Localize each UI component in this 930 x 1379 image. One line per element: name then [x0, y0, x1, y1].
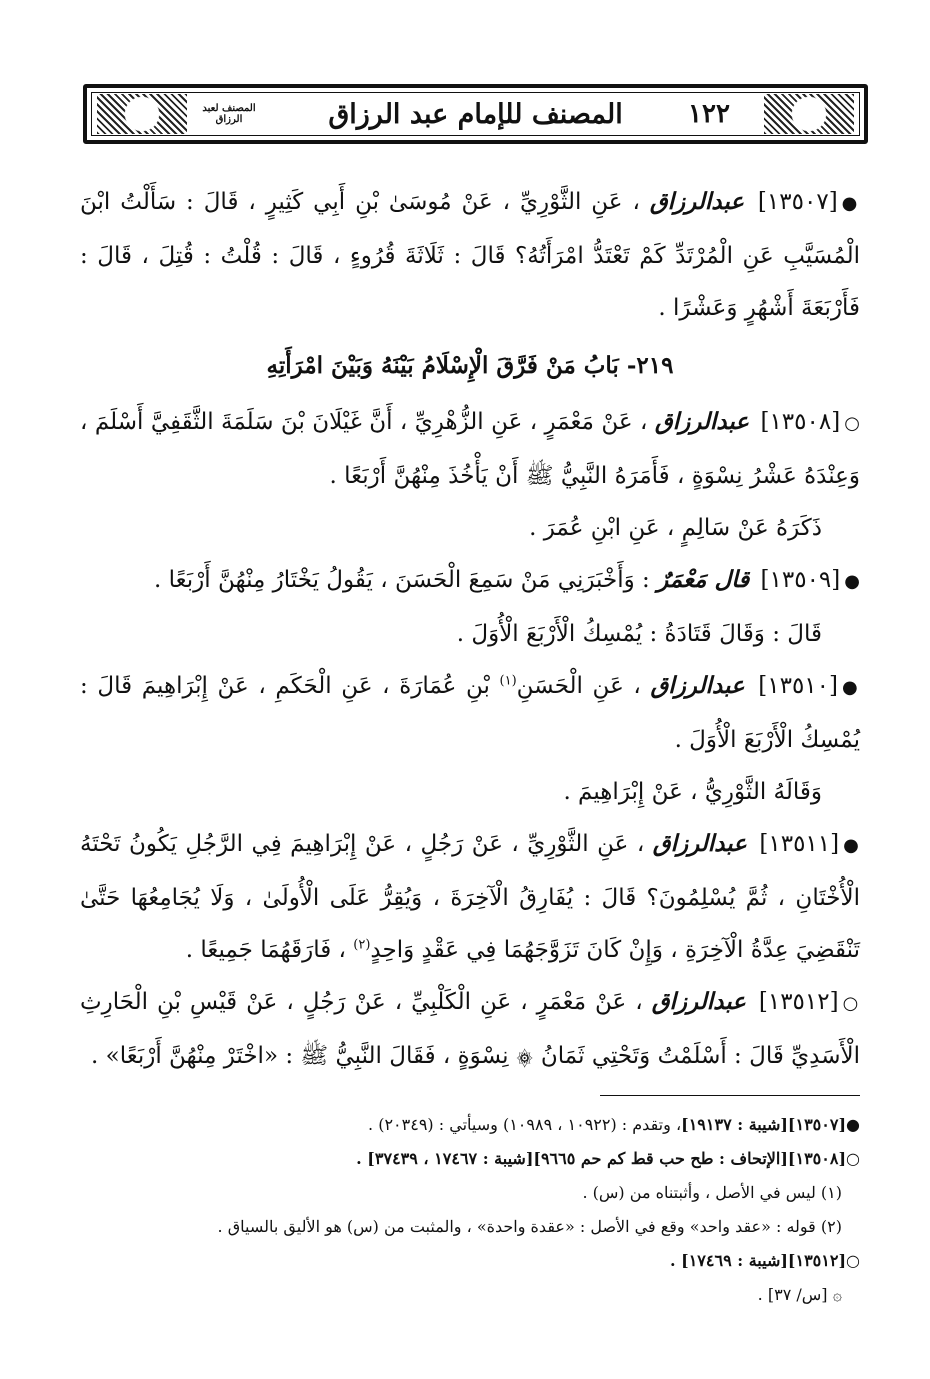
hadith-marker: ○ [842, 993, 860, 1014]
hadith-text: : وَأَخْبَرَنِي مَنْ سَمِعَ الْحَسَنَ ، يَقُولُ يَخْتَارُ مِنْهُنَّ أَرْبَعًا . [154, 567, 650, 593]
hadith-note: وَقَالَهُ الثَّوْرِيُّ ، عَنْ إِبْرَاهِيمَ . [563, 779, 822, 805]
hadith-number: [١٣٥١٢] [758, 989, 839, 1015]
ornament-left-icon [97, 94, 187, 134]
footnote-1: (١) ليس في الأصل ، وأثبتناه من (س) . [582, 1183, 842, 1202]
hadith-marker: ● [841, 193, 860, 214]
footnote-marker: ○ [846, 1149, 860, 1168]
footnote-ref[interactable]: (١) [499, 673, 517, 689]
chapter-heading: ٢١٩- بَابُ مَنْ فَرَّقَ الْإِسْلَامُ بَيْنَهُ وَبَيْنَ امْرَأَتِهِ [266, 352, 674, 379]
hadith-note: ذَكَرَهُ عَنْ سَالِمٍ ، عَنِ ابْنِ عُمَرَ . [529, 515, 822, 541]
hadith-13509 [80, 554, 860, 608]
hadith-text-cont: بْنِ عُمَارَةَ ، عَنِ الْحَكَمِ ، عَنْ إِبْرَاهِيمَ قَالَ : يُمْسِكُ الْأَرْبَعَ الْأُوَلَ . [80, 673, 860, 753]
footnote-ref-block: [١٣٥٠٨][الإتحاف : طح حب قط كم حم ٩٦٦٥][شيبة : ١٧٤٦٧ ، ٣٧٤٣٩] . [356, 1149, 847, 1168]
page-header [83, 84, 868, 144]
footnote-text: ، وتقدم : (١٠٩٢٢ ، ١٠٩٨٩) وسيأتي : (٢٠٣٤٩) . [368, 1115, 682, 1134]
hadith-text: ، عَنْ مَعْمَرٍ ، عَنِ الزُّهْرِيِّ ، أَنَّ غَيْلَانَ بْنَ سَلَمَةَ الثَّقَفِيَّ أَسْلَمَ ، وَعِنْدَهُ عَشْرُ نِسْوَةٍ ، فَأَمَرَهُ النَّبِيُّ ﷺ أَنْ يَأْخُذَ مِنْهُنَّ أَرْبَعًا . [80, 409, 860, 489]
hadith-text-cont: ، فَارَقَهُمَا جَمِيعًا . [185, 937, 346, 963]
footnote-source [120, 1142, 860, 1176]
hadith-author: قال مَعْمَرٌ [657, 566, 750, 593]
hadith-text: ، عَنْ مَعْمَرٍ ، عَنِ الْكَلْبِيِّ ، عَنْ رَجُلٍ ، عَنْ قَيْسِ بْنِ الْحَارِثِ الْأَسَدِيِّ قَالَ : أَسْلَمْتُ وَتَحْتِي ثَمَانُ ۞ نِسْوَةٍ ، فَقَالَ النَّبِيُّ ﷺ : «اخْتَرْ مِنْهُنَّ أَرْبَعًا» . [80, 989, 860, 1069]
hadith-marker: ● [844, 571, 860, 592]
footnote-marker: ● [846, 1115, 860, 1134]
footnote-source [120, 1108, 860, 1142]
hadith-number: [١٣٥٠٩] [760, 567, 841, 593]
hadith-author: عبدالرزاق [651, 988, 746, 1015]
hadith-text: ، عَنِ الثَّوْرِيِّ ، عَنْ مُوسَىٰ بْنِ أَبِي كَثِيرٍ ، قَالَ : سَأَلْتُ ابْنَ الْمُسَيَّبِ عَنِ الْمُرْتَدِّ كَمْ تَعْتَدُّ امْرَأَتُهُ؟ قَالَ : ثَلَاثَةَ قُرُوءٍ ، قَالَ : قُلْتُ : قُتِلَ ، قَالَ : فَأَرْبَعَةَ أَشْهُرٍ وَعَشْرًا . [80, 189, 860, 321]
hadith-marker: ● [843, 835, 861, 856]
footnote-page-ref: ۞ [س/ ٣٧] . [757, 1285, 842, 1304]
footnote-2: (٢) قوله : «عقد واحد» وقع في الأصل : «عقدة واحدة» ، والمثبت من (س) هو الأليق بالسياق . [217, 1217, 842, 1236]
hadith-13512 [80, 976, 860, 1082]
hadith-number: [١٣٥١٠] [758, 673, 838, 699]
hadith-number: [١٣٥٠٨] [760, 409, 841, 435]
main-text [80, 176, 860, 1082]
footnotes [120, 1108, 860, 1312]
hadith-author: عبدالرزاق [654, 408, 750, 435]
footnote-ref[interactable]: (٢) [353, 937, 371, 953]
hadith-13511 [80, 818, 860, 976]
hadith-text: ، عَنِ الْحَسَنِ [516, 673, 641, 699]
book-seal [199, 96, 259, 132]
page-number: ١٢٢ [674, 97, 744, 131]
footnote-divider [600, 1095, 860, 1096]
hadith-13508 [80, 396, 860, 502]
hadith-text: ، عَنِ الثَّوْرِيِّ ، عَنْ رَجُلٍ ، عَنْ إِبْرَاهِيمَ فِي الرَّجُلِ يَكُونُ تَحْتَهُ الْأُخْتَانِ ، ثُمَّ يُسْلِمُونَ؟ قَالَ : يُفَارِقُ الْآخِرَةَ ، وَيُقِرُّ عَلَى الْأُولَىٰ ، وَلَا يُجَامِعُهَا حَتَّىٰ تَنْقَضِيَ عِدَّةُ الْآخِرَةِ ، وَإِنْ كَانَ تَزَوَّجَهُمَا فِي عَقْدٍ وَاحِدٍ [80, 831, 860, 963]
footnote-ref-block: [١٣٥١٢][شيبة : ١٧٤٦٩] . [669, 1251, 847, 1270]
ornament-right-icon [764, 94, 854, 134]
running-title: المصنف للإمام عبد الرزاق [328, 98, 623, 130]
hadith-author: عبدالرزاق [652, 830, 747, 857]
hadith-marker: ○ [844, 413, 861, 434]
hadith-number: [١٣٥٠٧] [757, 189, 838, 215]
hadith-marker: ● [842, 677, 861, 698]
hadith-13507 [80, 176, 860, 334]
seal-text: المصنف لعبد الرزاق [202, 103, 256, 125]
hadith-author: عبدالرزاق [650, 672, 745, 699]
hadith-author: عبدالرزاق [649, 188, 744, 215]
footnote-ref-block: [١٣٥٠٧][شيبة : ١٩١٣٧] [681, 1115, 847, 1134]
hadith-number: [١٣٥١١] [759, 831, 840, 857]
footnote-marker: ○ [846, 1251, 860, 1270]
footnote-source [120, 1244, 860, 1278]
hadith-13510 [80, 660, 860, 766]
hadith-note: قَالَ : وَقَالَ قَتَادَةُ : يُمْسِكُ الْأَرْبَعَ الْأُوَلَ . [456, 621, 822, 647]
